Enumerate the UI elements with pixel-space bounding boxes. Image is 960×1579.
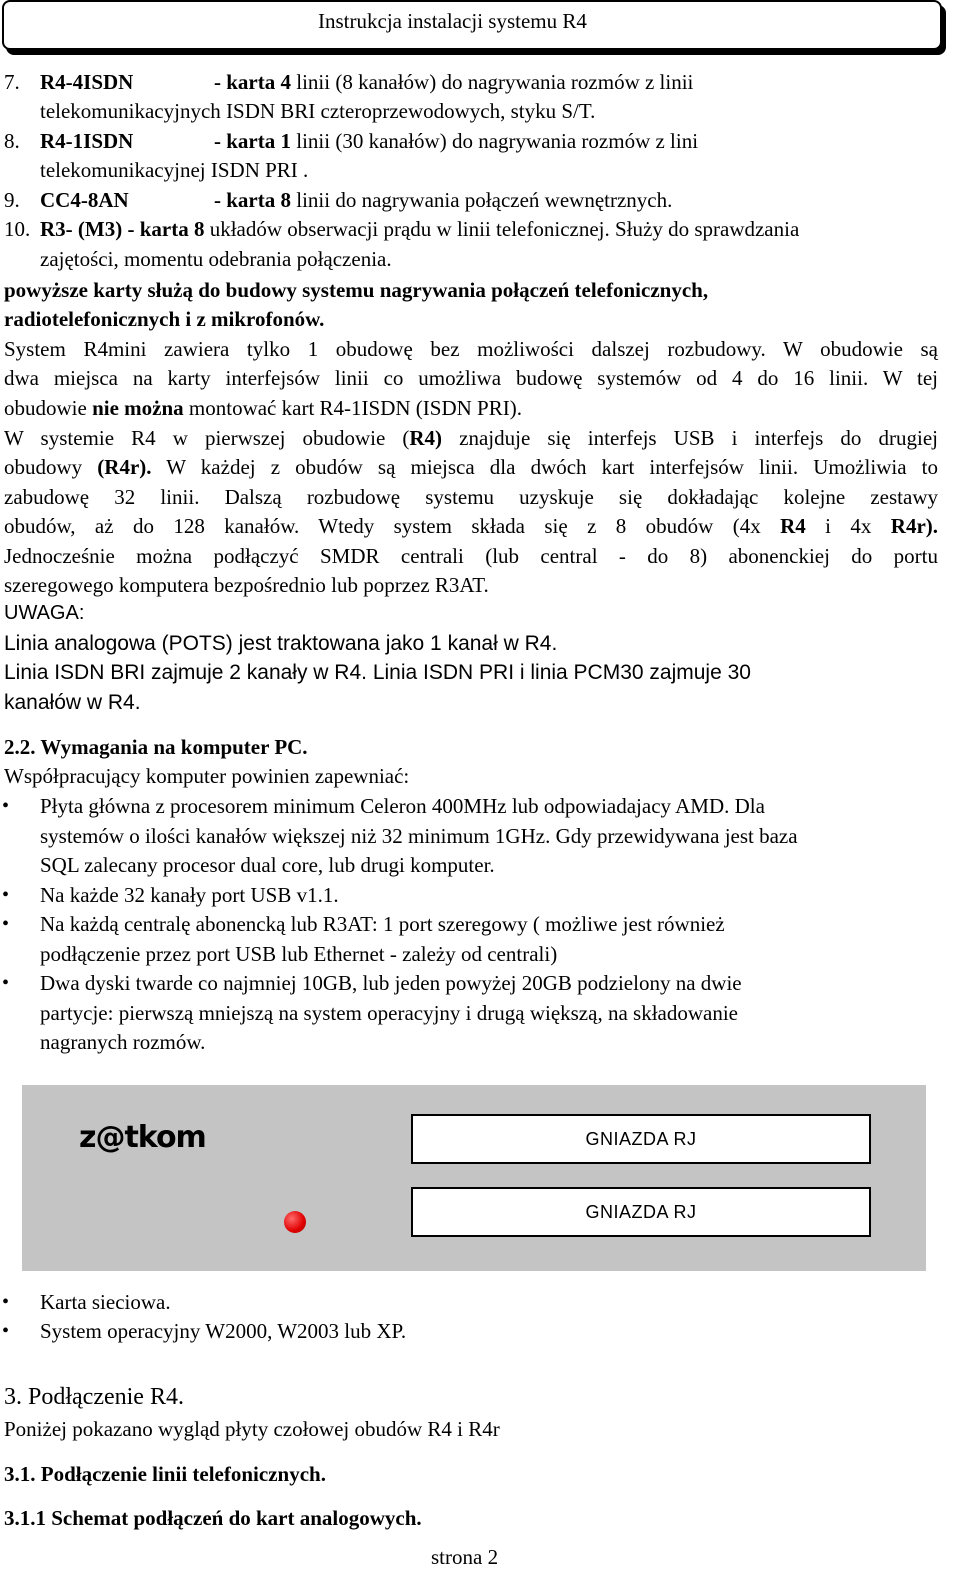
rj-socket-2: GNIAZDA RJ [411,1187,871,1237]
r4-line-2d: Umożliwia to [798,455,938,479]
card-10-desc-rest: układów obserwacji prądu w linii telefonicznej. [204,217,610,241]
page-header [2,0,942,50]
page-number: strona 2 [431,1545,499,1569]
r4mini-line-2: dwa miejsca na karty interfejsów linii co umożliwa budowę systemów od 4 do 16 linii. W tej [4,366,938,390]
section-3-intro: Poniżej pokazano wygląd płyty czołowej obudów R4 i R4r [4,1417,500,1441]
r4-line-2c: W każdej z obudów są miejsca dla dwóch kart interfejsów linii. [151,455,799,479]
card-8-desc [214,131,698,152]
summary-line-2: radiotelefonicznych i z mikrofonów. [4,307,325,331]
summary-line-1: powyższe karty służą do budowy systemu nagrywania połączeń telefonicznych, [4,278,709,302]
r4-line-1a: W systemie R4 w pierwszej obudowie ( [4,426,410,450]
r4-line-1 [4,428,938,449]
r4-line-3b: Dalszą rozbudowę systemu uzyskuje się dokładając kolejne zestawy [199,485,938,509]
section-3-title: 3. Podłączenie R4. [4,1384,184,1410]
r4-line-4-bold-a: R4 [780,514,806,538]
bullet-icon: • [2,795,10,817]
r4-line-2 [4,457,938,478]
req-4-line-3: nagranych rozmów. [40,1030,206,1054]
card-8-name: R4-1ISDN [40,129,134,153]
front-panel-figure [22,1085,926,1271]
card-9-desc-bold: - karta 8 [214,188,291,212]
bullet-icon: • [2,972,10,994]
note-line-3: kanałów w R4. [4,691,141,714]
r4-line-1c: znajduje się interfejs USB i interfejs do drugiej [442,426,938,450]
r4-line-3 [4,487,938,508]
zetkom-logo: z@tkom [79,1120,206,1155]
req-6-line-1: System operacyjny W2000, W2003 lub XP. [40,1319,407,1343]
r4mini-line-3 [4,398,522,419]
req-3-line-1: Na każdą centralę abonencką lub R3AT: 1 port szeregowy ( możliwe jest również [40,912,725,936]
note-line-1: Linia analogowa (POTS) jest traktowana jako 1 kanał w R4. [4,632,558,655]
r4-line-3a: zabudowę 32 linii. [4,485,200,509]
r4mini-line-3a: obudowie [4,396,93,420]
r4-line-1-bold: R4) [409,426,443,450]
card-8-desc-rest: linii (30 kanałów) do nagrywania rozmów z lini [291,129,699,153]
bullet-icon: • [2,913,10,935]
card-7-desc-rest: linii (8 kanałów) do nagrywania rozmów z linii [291,70,694,94]
section-3-1-1-title: 3.1.1 Schemat podłączeń do kart analogowych. [4,1506,422,1530]
card-10-line2: zajętości, momentu odebrania połączenia. [40,247,392,271]
req-2-line-1: Na każde 32 kanały port USB v1.1. [40,883,339,907]
r4mini-line-3-bold: nie można [92,396,184,420]
r4-line-2-bold: (R4r). [97,455,152,479]
card-10-number: 10. [4,217,31,241]
card-7-number: 7. [4,70,20,94]
section-3-1-title: 3.1. Podłączenie linii telefonicznych. [4,1462,326,1486]
card-10-desc [40,219,799,240]
r4-line-4a: obudów, aż do 128 kanałów. Wtedy system składa się z 8 obudów (4x [4,514,781,538]
section-2-2-intro: Współpracujący komputer powinien zapewniać: [4,764,410,788]
req-1-line-1: Płyta główna z procesorem minimum Celeron 400MHz lub odpowiadajacy AMD. Dla [40,794,765,818]
req-5-line-1: Karta sieciowa. [40,1290,171,1314]
req-1-line-3: SQL zalecany procesor dual core, lub drugi komputer. [40,853,495,877]
r4-line-2a: obudowy [4,455,98,479]
note-line-2: Linia ISDN BRI zajmuje 2 kanały w R4. Linia ISDN PRI i linia PCM30 zajmuje 30 [4,661,751,684]
card-9-number: 9. [4,188,20,212]
card-8-desc-bold: - karta 1 [214,129,291,153]
bullet-icon: • [2,1291,10,1313]
req-1-line-2: systemów o ilości kanałów większej niż 32 minimum 1GHz. Gdy przewidywana jest baza [40,824,798,848]
rj-socket-1: GNIAZDA RJ [411,1114,871,1164]
req-4-line-1: Dwa dyski twarde co najmniej 10GB, lub jeden powyżej 20GB podzielony na dwie [40,971,742,995]
r4-line-4c: i 4x [805,514,891,538]
header-title: Instrukcja instalacji systemu R4 [318,9,587,33]
r4-line-5: Jednocześnie można podłączyć SMDR centrali (lub central - do 8) abonenckiej do portu [4,544,938,568]
card-7-name: R4-4ISDN [40,70,134,94]
note-title: UWAGA: [4,602,85,624]
section-2-2-title: 2.2. Wymagania na komputer PC. [4,735,308,759]
card-7-line2: telekomunikacyjnych ISDN BRI czteroprzewodowych, styku S/T. [40,99,596,123]
card-7-desc [214,72,693,93]
r4mini-line-3c: montować kart R4-1ISDN (ISDN PRI). [183,396,522,420]
r4-line-6: szeregowego komputera bezpośrednio lub poprzez R3AT. [4,573,489,597]
card-9-desc [214,190,672,211]
card-9-desc-rest: linii do nagrywania połączeń wewnętrznych. [291,188,673,212]
bullet-icon: • [2,1320,10,1342]
led-indicator-icon [284,1211,306,1233]
bullet-icon: • [2,884,10,906]
card-10-desc-extra: Służy do sprawdzania [609,217,800,241]
card-8-number: 8. [4,129,20,153]
r4-line-4 [4,516,938,537]
card-9-name: CC4-8AN [40,188,129,212]
r4-line-4-bold-b: R4r). [890,514,939,538]
r4mini-line-1a: System R4mini zawiera tylko 1 obudowę bez możliwości dalszej rozbudowy. [4,337,766,361]
r4mini-line-1b: W obudowie są [765,337,938,361]
req-4-line-2: partycje: pierwszą mniejszą na system operacyjny i drugą większą, na składowanie [40,1001,738,1025]
r4mini-line-1 [4,339,938,360]
req-3-line-2: podłączenie przez port USB lub Ethernet - zależy od centrali) [40,942,558,966]
card-10-name: R3- (M3) - karta 8 [40,217,205,241]
card-8-line2: telekomunikacyjnej ISDN PRI . [40,158,309,182]
card-7-desc-bold: - karta 4 [214,70,291,94]
